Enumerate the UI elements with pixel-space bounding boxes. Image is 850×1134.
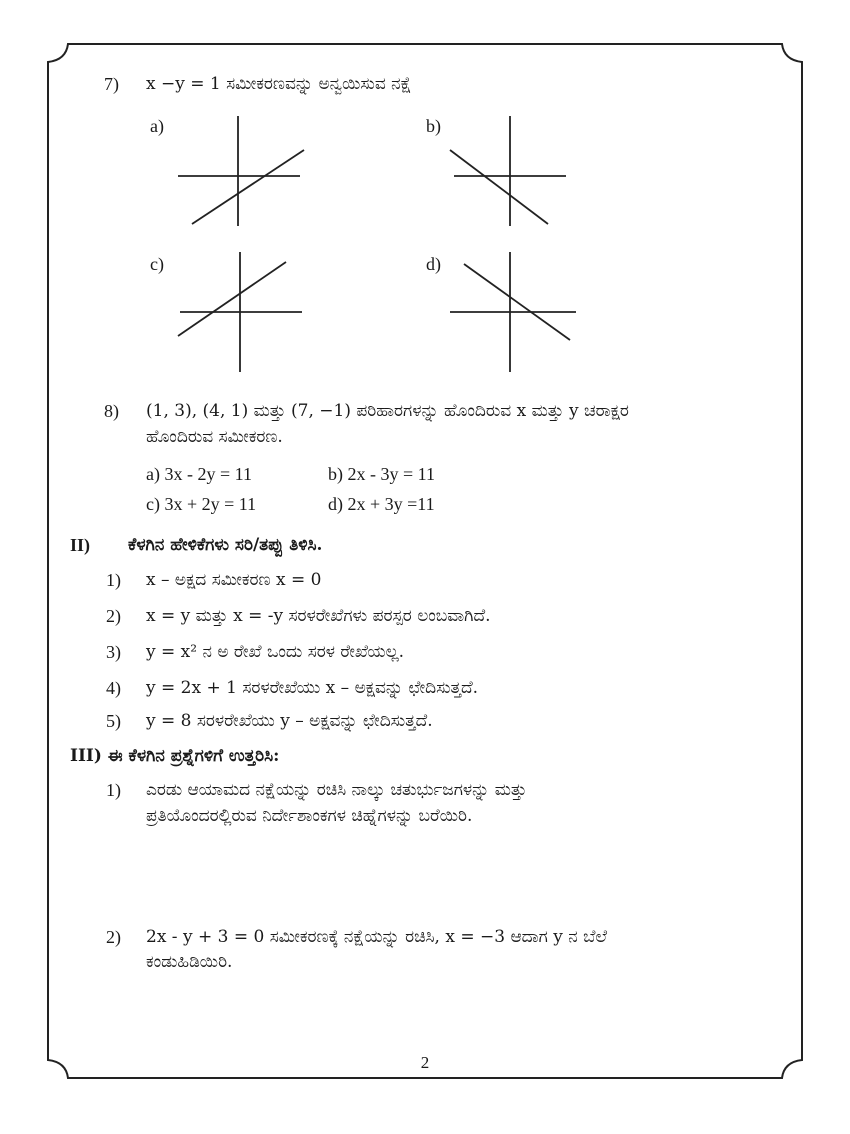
- q8-option-a: a) 3x - 2y = 11: [146, 464, 252, 484]
- s3-q1-line-1: ಎರಡು ಆಯಾಮದ ನಕ್ಷೆಯನ್ನು ರಚಿಸಿ ನಾಲ್ಕು ಚತುರ್ಭುಜಗಳನ್ನು ಮತ್ತು: [146, 780, 527, 800]
- q8-option-c: c) 3x + 2y = 11: [146, 494, 257, 514]
- s2-item-2-number: 2): [106, 606, 121, 626]
- q8-line-1: (1, 3), (4, 1) ಮತ್ತು (7, −1) ಪರಿಹಾರಗಳನ್ನು ಹೊಂದಿರುವ x ಮತ್ತು y ಚರಾಕ್ಷರ: [146, 401, 629, 421]
- page-number: 2: [420, 1053, 430, 1072]
- q7-graph-d: [446, 250, 582, 374]
- q7-option-c-label: c): [150, 254, 164, 274]
- s2-item-2-text: x = y ಮತ್ತು x = -y ಸರಳರೇಖೆಗಳು ಪರಸ್ಪರ ಲಂಬವಾಗಿದೆ.: [146, 606, 491, 626]
- section-2-heading: ಕೆಳಗಿನ ಹೇಳಿಕೆಗಳು ಸರಿ/ತಪ್ಪು ತಿಳಿಸಿ.: [128, 535, 323, 555]
- q8-line-2: ಹೊಂದಿರುವ ಸಮೀಕರಣ.: [146, 427, 283, 447]
- s3-q2-line-1: 2x - y + 3 = 0 ಸಮೀಕರಣಕ್ಕೆ ನಕ್ಷೆಯನ್ನು ರಚಿಸಿ, x = −3 ಆದಾಗ y ನ ಬೆಲೆ: [146, 927, 608, 947]
- q7-option-d-label: d): [426, 254, 441, 274]
- graph-line: [464, 264, 570, 340]
- s3-q1-line-2: ಪ್ರತಿಯೊಂದರಲ್ಲಿರುವ ನಿರ್ದೇಶಾಂಕಗಳ ಚಿಹ್ನೆಗಳನ್ನು ಬರೆಯಿರಿ.: [146, 806, 473, 826]
- s3-q2-line-2: ಕಂಡುಹಿಡಿಯಿರಿ.: [146, 952, 233, 972]
- s2-item-1-number: 1): [106, 570, 121, 590]
- graph-line: [178, 262, 286, 336]
- q8-option-b: b) 2x - 3y = 11: [328, 464, 435, 484]
- s2-item-4-number: 4): [106, 678, 121, 698]
- s2-item-1-text: x – ಅಕ್ಷದ ಸಮೀಕರಣ x = 0: [146, 570, 322, 590]
- s2-item-5-text: y = 8 ಸರಳರೇಖೆಯು y – ಅಕ್ಷವನ್ನು ಛೇದಿಸುತ್ತದೆ.: [146, 711, 433, 731]
- section-3-heading: III) ಈ ಕೆಳಗಿನ ಪ್ರಶ್ನೆಗಳಿಗೆ ಉತ್ತರಿಸಿ:: [70, 746, 280, 766]
- s2-item-3-text: y = x² ನ ಅ ರೇಖೆ ಒಂದು ಸರಳ ರೇಖೆಯಲ್ಲ.: [146, 642, 405, 662]
- s3-q1-number: 1): [106, 780, 121, 800]
- graph-line: [450, 150, 548, 224]
- s3-q2-number: 2): [106, 927, 121, 947]
- q7-text: x −y = 1 ಸಮೀಕರಣವನ್ನು ಅನ್ವಯಿಸುವ ನಕ್ಷೆ: [146, 74, 412, 94]
- q7-graph-a: [170, 112, 310, 230]
- q8-option-d: d) 2x + 3y =11: [328, 494, 435, 514]
- section-2-number: II): [70, 535, 91, 555]
- graph-line: [192, 150, 304, 224]
- s2-item-5-number: 5): [106, 711, 121, 731]
- s2-item-4-text: y = 2x + 1 ಸರಳರೇಖೆಯು x – ಅಕ್ಷವನ್ನು ಛೇದಿಸುತ್ತದೆ.: [146, 678, 479, 698]
- q7-graph-b: [446, 112, 576, 230]
- q7-option-a-label: a): [150, 116, 164, 136]
- q8-number: 8): [104, 401, 119, 421]
- s2-item-3-number: 3): [106, 642, 121, 662]
- q7-option-b-label: b): [426, 116, 441, 136]
- q7-number: 7): [104, 74, 119, 94]
- q7-graph-c: [172, 250, 312, 374]
